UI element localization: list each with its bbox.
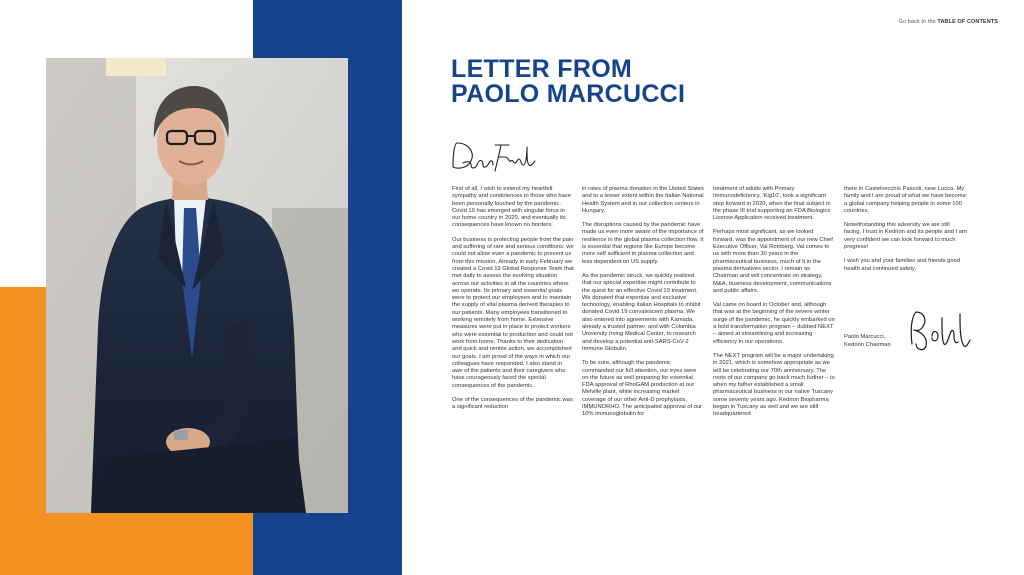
signatory-role: Kedrion Chairman — [844, 341, 891, 348]
paragraph: First of all, I wish to extend my heartfelt sympathy and condolences to those who have been personally touched by the pandemic. Covid 19 has emerged with singular force in our home country in 2020, and eventually its consequences have known no borders. — [452, 186, 571, 229]
handwritten-signature — [906, 308, 972, 354]
chairman-portrait-photo — [46, 58, 348, 513]
toc-prefix: Go back to the — [898, 19, 938, 25]
paragraph: treatment of adults with Primary Immunodeficiency, 'Kig10', took a significant step forward in 2020, when the final subject in the phase III trial supporting an FDA Biologics License Application received treatment. — [713, 186, 831, 222]
paragraph: The NEXT program will be a major undertaking in 2021, which is somehow appropriate as we will be celebrating our 70th anniversary. The roots of our company go back much further – to when my father established a small pharmaceutical business in our native Tuscany some seventy years ago. Kedrion Biopharma began in Tuscany as well and we are still headquartered — [713, 352, 835, 418]
paragraph: Our business is protecting people from the pain and suffering of rare and serious conditions: we could not allow even a pandemic to prevent us from this mission. Already in early February we created a Covid 19 Global Response Team that met daily to assess the evolving situation across our activities in all the countries where we operate. Its primary and essential goals were to protect our employees and to maintain the supply of vital plasma derived therapies to our patients. Many employees transitioned to working remotely from home. Extensive measures were put in place to protect workers who were essential to production and could not work from home. Thanks to their dedication and quick and nimble action, we accomplished our goals. I am proud of the ways in which our colleagues have responded. I also stand in awe of the patients and their caregivers who have courageously faced the special consequences of the pandemic. — [452, 236, 574, 389]
signature-block — [844, 308, 974, 356]
handwritten-greeting — [449, 137, 539, 177]
signatory-name: Paolo Marcucci, — [844, 334, 886, 340]
paragraph: One of the consequences of the pandemic was a significant reduction — [452, 397, 573, 411]
table-of-contents-link[interactable] — [899, 19, 998, 25]
letter-column-4 — [844, 186, 968, 280]
paragraph: As the pandemic struck, we quickly realized that our special expertise might contribute to the quest for an effective Covid 19 treatment. We donated that expertise and exclusive technology, enabling Italian Hospitals to inhibit donated Covid 19 convalescent plasma. We also entered into agreements with Kamada, already a trusted partner, and with Columbia University Irving Medical Center, to research and develop a potential anti-SARS-CoV-2 Immune Globulin. — [582, 272, 701, 352]
title-line-2: PAOLO MARCUCCI — [451, 80, 686, 108]
letter-column-3 — [713, 186, 835, 426]
paragraph: Perhaps most significant, as we looked forward, was the appointment of our new Chief Executive Officer, Val Romberg. Val comes to us with more than 30 years in the pharmaceutical business, much of it in the plasma derivatives sector. I remain as Chairman and will concentrate on strategy, M&A, business development, communications and public affairs. — [713, 229, 833, 294]
signatory — [844, 334, 891, 349]
title-line-1: LETTER FROM — [451, 55, 633, 83]
paragraph: I wish you and your families and friends good health and continued safety. — [844, 258, 961, 272]
letter-column-1 — [452, 186, 574, 419]
paragraph: The disruptions caused by the pandemic have made us even more aware of the importance of resilience in the global plasma collection flow. It is essential that regions like Europe become more self sufficient in plasma collection and less dependent on US supply. — [582, 222, 704, 265]
paragraph: Notwithstanding this adversity we are still facing, I trust in Kedrion and its people and I am very confident we can look forward to much progress! — [844, 222, 967, 251]
paragraph: To be sure, although the pandemic commanded our full attention, our eyes were on the future as well preparing for essential FDA approval of RhoGAM production at our Melville plant, while increasing market coverage of our other Anti-D prophylaxis, IMMUNORHO. The anticipated approval of our 10% immunoglobulin for — [582, 360, 703, 418]
letter-column-2 — [582, 186, 704, 426]
toc-label: TABLE OF CONTENTS — [937, 19, 998, 25]
paragraph: Val came on board in October and, although that was at the beginning of the severe winter surge of the pandemic, he quickly embarked on a bold transformation program – dubbed NEXT – aimed at streamlining and increasing efficiency in our operations. — [713, 302, 835, 345]
paragraph: in rates of plasma donation in the United States and to a lesser extent within the Italian National Health System and in our collection centers in Hungary. — [582, 186, 704, 214]
paragraph: there in Castelvecchio Pascoli, near Lucca. My family and I are proud of what we have become: a global company helping people in some 100 countries. — [844, 186, 968, 214]
page-title — [451, 57, 685, 107]
